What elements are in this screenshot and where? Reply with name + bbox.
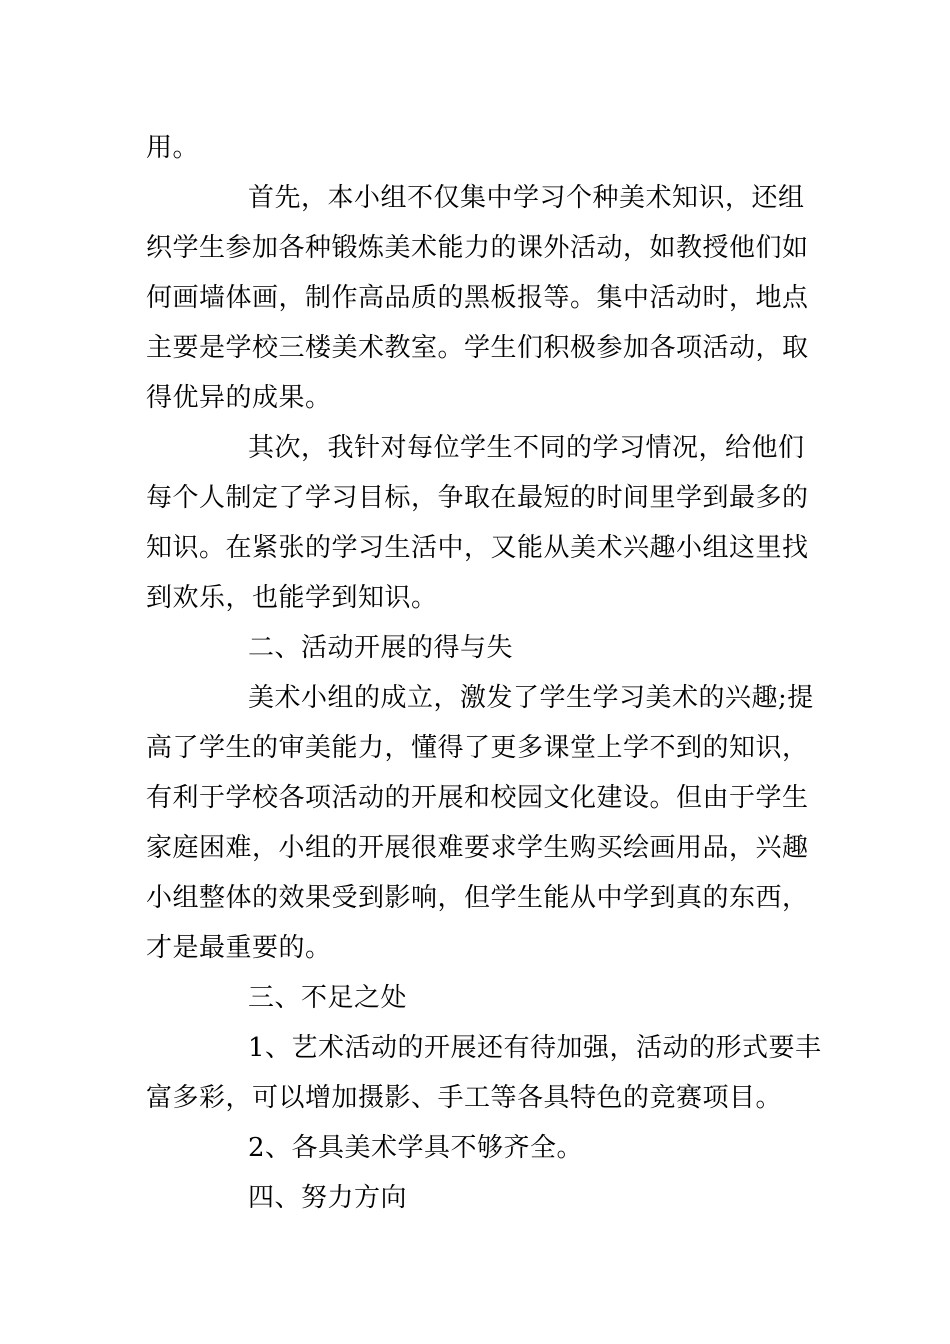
text-line: 用。 xyxy=(146,133,200,163)
list-item: 1、艺术活动的开展还有待加强，活动的形式要丰 xyxy=(248,1033,822,1063)
text-line: 到欢乐，也能学到知识。 xyxy=(146,583,438,613)
text-line: 家庭困难，小组的开展很难要求学生购买绘画用品，兴趣 xyxy=(146,833,809,863)
text-line: 小组整体的效果受到影响，但学生能从中学到真的东西， xyxy=(146,883,809,913)
text-line: 富多彩，可以增加摄影、手工等各具特色的竞赛项目。 xyxy=(146,1083,783,1113)
text-line: 有利于学校各项活动的开展和校园文化建设。但由于学生 xyxy=(146,783,809,813)
text-line: 美术小组的成立，激发了学生学习美术的兴趣;提 xyxy=(248,683,814,713)
section-heading: 二、活动开展的得与失 xyxy=(248,633,514,663)
text-line: 主要是学校三楼美术教室。学生们积极参加各项活动，取 xyxy=(146,333,809,363)
list-item: 2、各具美术学具不够齐全。 xyxy=(248,1133,584,1163)
section-heading: 三、不足之处 xyxy=(248,983,408,1013)
section-heading: 四、努力方向 xyxy=(248,1183,408,1213)
text-line: 得优异的成果。 xyxy=(146,383,332,413)
text-line: 知识。在紧张的学习生活中，又能从美术兴趣小组这里找 xyxy=(146,533,809,563)
text-line: 才是最重要的。 xyxy=(146,933,332,963)
text-line: 何画墙体画，制作高品质的黑板报等。集中活动时，地点 xyxy=(146,283,809,313)
text-line: 首先，本小组不仅集中学习个种美术知识，还组 xyxy=(248,183,805,213)
text-line: 织学生参加各种锻炼美术能力的课外活动，如教授他们如 xyxy=(146,233,809,263)
text-line: 高了学生的审美能力，懂得了更多课堂上学不到的知识， xyxy=(146,733,809,763)
text-line: 每个人制定了学习目标，争取在最短的时间里学到最多的 xyxy=(146,483,809,513)
text-line: 其次，我针对每位学生不同的学习情况，给他们 xyxy=(248,433,805,463)
